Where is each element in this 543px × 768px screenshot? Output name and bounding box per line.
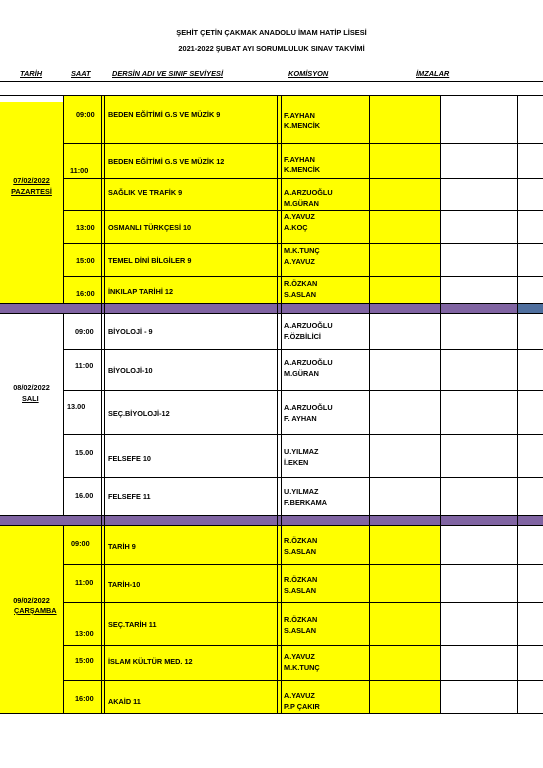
- exam-time: 16:00: [75, 694, 94, 703]
- commission-member: P.P ÇAKIR: [284, 702, 320, 711]
- commission-member: A.ARZUOĞLU: [284, 188, 333, 197]
- col-header-komisyon: KOMİSYON: [288, 69, 329, 78]
- day3-name: ÇARŞAMBA: [14, 606, 57, 615]
- exam-course: BEDEN EĞİTİMİ G.S VE MÜZİK 12: [108, 157, 225, 166]
- commission-member: F.BERKAMA: [284, 498, 327, 507]
- exam-course: AKAİD 11: [108, 697, 141, 706]
- commission-member: A.YAVUZ: [284, 652, 315, 661]
- commission-member: İ.EKEN: [284, 458, 309, 467]
- exam-course: BEDEN EĞİTİMİ G.S VE MÜZİK 9: [108, 110, 221, 119]
- exam-time: 15:00: [75, 656, 94, 665]
- exam-time: 09:00: [76, 110, 95, 119]
- commission-member: A.ARZUOĞLU: [284, 358, 333, 367]
- exam-time: 15.00: [75, 448, 94, 457]
- exam-course: FELSEFE 11: [108, 492, 151, 501]
- exam-time: 11:00: [75, 578, 94, 587]
- commission-member: U.YILMAZ: [284, 487, 319, 496]
- commission-member: U.YILMAZ: [284, 447, 319, 456]
- exam-time: 15:00: [76, 256, 95, 265]
- exam-course: TEMEL DİNİ BİLGİLER 9: [108, 256, 192, 265]
- day2-name: SALI: [22, 394, 39, 403]
- day-separator: [0, 515, 543, 525]
- commission-member: R.ÖZKAN: [284, 575, 318, 584]
- exam-course: SEÇ.TARİH 11: [108, 620, 157, 629]
- school-name: ŞEHİT ÇETİN ÇAKMAK ANADOLU İMAM HATİP LİSESİ: [176, 28, 367, 37]
- commission-member: F.AYHAN: [284, 155, 315, 164]
- exam-course: İNKILAP TARİHİ 12: [108, 287, 174, 296]
- day1-date: 07/02/2022: [13, 176, 50, 185]
- commission-member: M.K.TUNÇ: [284, 663, 320, 672]
- exam-course: BİYOLOJİ - 9: [108, 327, 153, 336]
- commission-member: A.KOÇ: [284, 223, 308, 232]
- exam-course: TARİH-10: [108, 580, 141, 589]
- exam-time: 11:00: [70, 166, 89, 175]
- commission-member: S.ASLAN: [284, 547, 317, 556]
- commission-member: S.ASLAN: [284, 586, 317, 595]
- exam-time: 16:00: [76, 289, 95, 298]
- exam-time: 09:00: [75, 327, 94, 336]
- commission-member: F.AYHAN: [284, 111, 315, 120]
- exam-time: 09:00: [71, 539, 90, 548]
- commission-member: K.MENCİK: [284, 121, 321, 130]
- exam-course: İSLAM KÜLTÜR MED. 12: [108, 657, 193, 666]
- day2-date: 08/02/2022: [13, 383, 50, 392]
- day3-date: 09/02/2022: [13, 596, 50, 605]
- commission-member: F. AYHAN: [284, 414, 317, 423]
- commission-member: R.ÖZKAN: [284, 615, 318, 624]
- exam-time: 13:00: [76, 223, 95, 232]
- commission-member: A.YAVUZ: [284, 212, 315, 221]
- exam-course: BİYOLOJİ-10: [108, 366, 153, 375]
- commission-member: A.ARZUOĞLU: [284, 321, 333, 330]
- commission-member: K.MENCİK: [284, 165, 321, 174]
- exam-course: TARİH 9: [108, 542, 136, 551]
- commission-member: A.YAVUZ: [284, 257, 315, 266]
- schedule-title: 2021-2022 ŞUBAT AYI SORUMLULUK SINAV TAKVİMİ: [178, 44, 365, 53]
- commission-member: A.YAVUZ: [284, 691, 315, 700]
- day3-background: [0, 525, 440, 713]
- exam-course: OSMANLI TÜRKÇESİ 10: [108, 223, 192, 232]
- col-header-tarih: TARİH: [20, 69, 43, 78]
- exam-time: 11:00: [75, 361, 94, 370]
- exam-course: SEÇ.BİYOLOJİ-12: [108, 409, 170, 418]
- day1-name: PAZARTESİ: [11, 187, 52, 196]
- exam-time: 13:00: [75, 629, 94, 638]
- commission-member: S.ASLAN: [284, 626, 317, 635]
- commission-member: M.GÜRAN: [284, 369, 319, 378]
- col-header-ders: DERSİN ADI VE SINIF SEVİYESİ: [112, 69, 224, 78]
- day1-background: [0, 95, 440, 303]
- commission-member: R.ÖZKAN: [284, 536, 318, 545]
- col-header-imzalar: İMZALAR: [416, 69, 450, 78]
- commission-member: F.ÖZBİLİCİ: [284, 332, 321, 341]
- day-separator: [0, 303, 543, 313]
- exam-time: 16.00: [75, 491, 94, 500]
- commission-member: R.ÖZKAN: [284, 279, 318, 288]
- commission-member: S.ASLAN: [284, 290, 317, 299]
- exam-time: 13.00: [67, 402, 86, 411]
- col-header-saat: SAAT: [71, 69, 91, 78]
- commission-member: M.GÜRAN: [284, 199, 319, 208]
- exam-course: FELSEFE 10: [108, 454, 151, 463]
- commission-member: M.K.TUNÇ: [284, 246, 320, 255]
- exam-course: SAĞLIK VE TRAFİK 9: [108, 188, 183, 197]
- commission-member: A.ARZUOĞLU: [284, 403, 333, 412]
